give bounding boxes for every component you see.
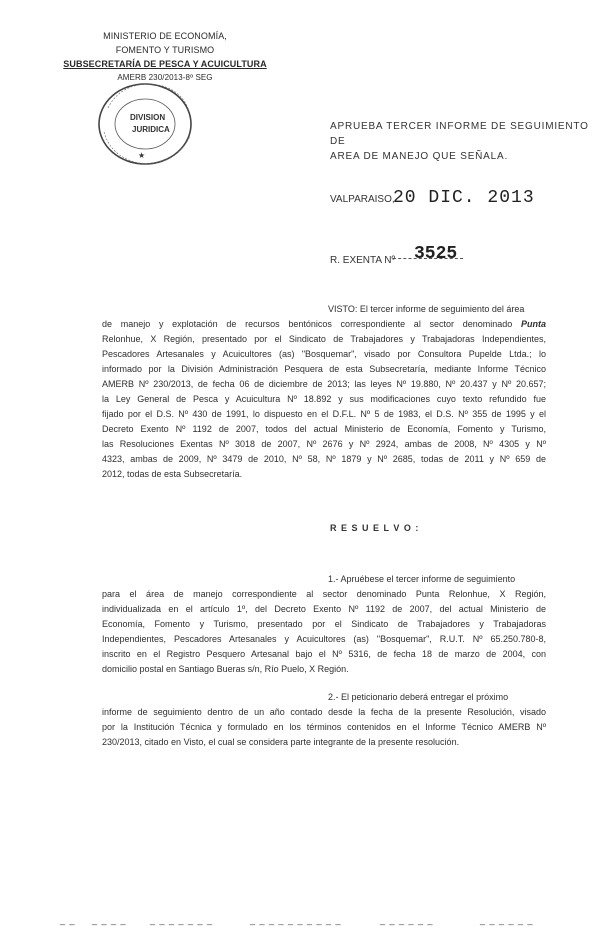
item2-line: informe de seguimiento dentro de un año contado desde la fecha de la presente Resolución, visado [102, 707, 546, 717]
subsecretaria-line: SUBSECRETARÍA DE PESCA Y ACUICULTURA [63, 59, 267, 69]
visto-line: las Resoluciones Exentas Nº 3018 de 2007, Nº 2676 y Nº 2924, ambas de 2008, Nº 4305 y Nº [102, 439, 546, 449]
visto-paragraph [102, 302, 546, 482]
item1-line: domicilio postal en Santiago Bueras s/n, Río Puelo, X Región. [102, 664, 349, 674]
resolution-item-2 [102, 690, 546, 750]
visto-line: 2012, todas de esta Subsecretaría. [102, 469, 243, 479]
stamp-center-1: DIVISION [130, 113, 166, 122]
visto-line: informado por la División Administración Pesquera de esta Subsecretaría, mediante Informe Técnico [102, 364, 546, 374]
division-juridica-stamp [90, 78, 200, 168]
item2-line: por la Institución Técnica y formulado en los términos contenidos en el Informe Técnico AMERB Nº [102, 722, 546, 732]
visto-line: AMERB Nº 230/2013, de fecha 06 de diciembre de 2013; las leyes Nº 19.880, Nº 20.437 y Nº 20.657; [102, 379, 546, 389]
exenta-number: 3525 [414, 244, 458, 264]
visto-line: VISTO: El tercer informe de seguimiento del área [328, 304, 525, 314]
item1-line: 1.- Apruébese el tercer informe de seguimiento [328, 574, 516, 584]
visto-line: Pescadores Artesanales y Acuicultores (as) "Bosquemar", visado por Consultora Pupelde Ltda.; lo [102, 349, 546, 359]
visto-line: fijado por el D.S. Nº 430 de 1991, lo dispuesto en el D.F.L. Nº 5 de 1983, el D.S. Nº 355 de 1995 y el [102, 409, 546, 419]
subject-line-2: AREA DE MANEJO QUE SEÑALA. [330, 151, 509, 162]
resuelvo-heading: R E S U E L V O : [330, 523, 420, 533]
subject [330, 119, 600, 164]
item1-line: individualizada en el artículo 1º, del Decreto Exento Nº 1192 de 2007, del actual Ministerio de [102, 604, 546, 614]
visto-emph-punta: Punta [512, 319, 546, 329]
visto-line: la Ley General de Pesca y Acuicultura Nº 18.892 y sus modificaciones cuyo texto refundido fue [102, 394, 546, 404]
visto-line: Decreto Exento Nº 1192 de 2007, todos del actual Ministerio de Economía, Fomento y Turismo, [102, 424, 546, 434]
visto-line: de manejo y explotación de recursos bentónicos correspondiente al sector denominado Punta [102, 319, 546, 329]
stamp-center-2: JURIDICA [132, 125, 170, 134]
item1-line: para el área de manejo correspondiente al sector denominado Punta Relonhue, X Región, [102, 589, 546, 599]
amerb-reference: AMERB 230/2013-8º SEG [117, 73, 213, 82]
date-stamp: 20 DIC. 2013 [393, 188, 535, 208]
item1-line: inscrito en el Registro Pesquero Artesanal bajo el Nº 5316, de fecha 18 de marzo de 2004, con [102, 649, 546, 659]
exenta-label: R. EXENTA Nº [330, 255, 396, 266]
stamp-star-icon: ★ [138, 151, 146, 160]
resolution-item-1 [102, 572, 546, 677]
ministry-line: MINISTERIO DE ECONOMÍA, [103, 31, 227, 41]
ministry-line-2: FOMENTO Y TURISMO [115, 45, 215, 55]
place: VALPARAISO, [330, 194, 395, 205]
visto-line: 4323, ambas de 2009, Nº 3479 de 2010, Nº 58, Nº 1879 y Nº 2685, todas de 2011 y Nº 659 de [102, 454, 546, 464]
item2-line: 2.- El peticionario deberá entregar el próximo [328, 692, 509, 702]
item1-line: Economía, Fomento y Turismo, presentado por el Sindicato de Trabajadores y Trabajadoras [102, 619, 546, 629]
visto-line: Relonhue, X Región, presentado por el Sindicato de Trabajadores y Trabajadoras Independientes, [102, 334, 546, 344]
item2-line: 230/2013, citado en Visto, el cual se considera parte integrante de la presente resolución. [102, 737, 460, 747]
item1-line: Independientes, Pescadores Artesanales y Acuicultores (as) "Bosquemar", R.U.T. Nº 65.250.780-8, [102, 634, 546, 644]
subject-line-1: APRUEBA TERCER INFORME DE SEGUIMIENTO DE [330, 121, 589, 147]
